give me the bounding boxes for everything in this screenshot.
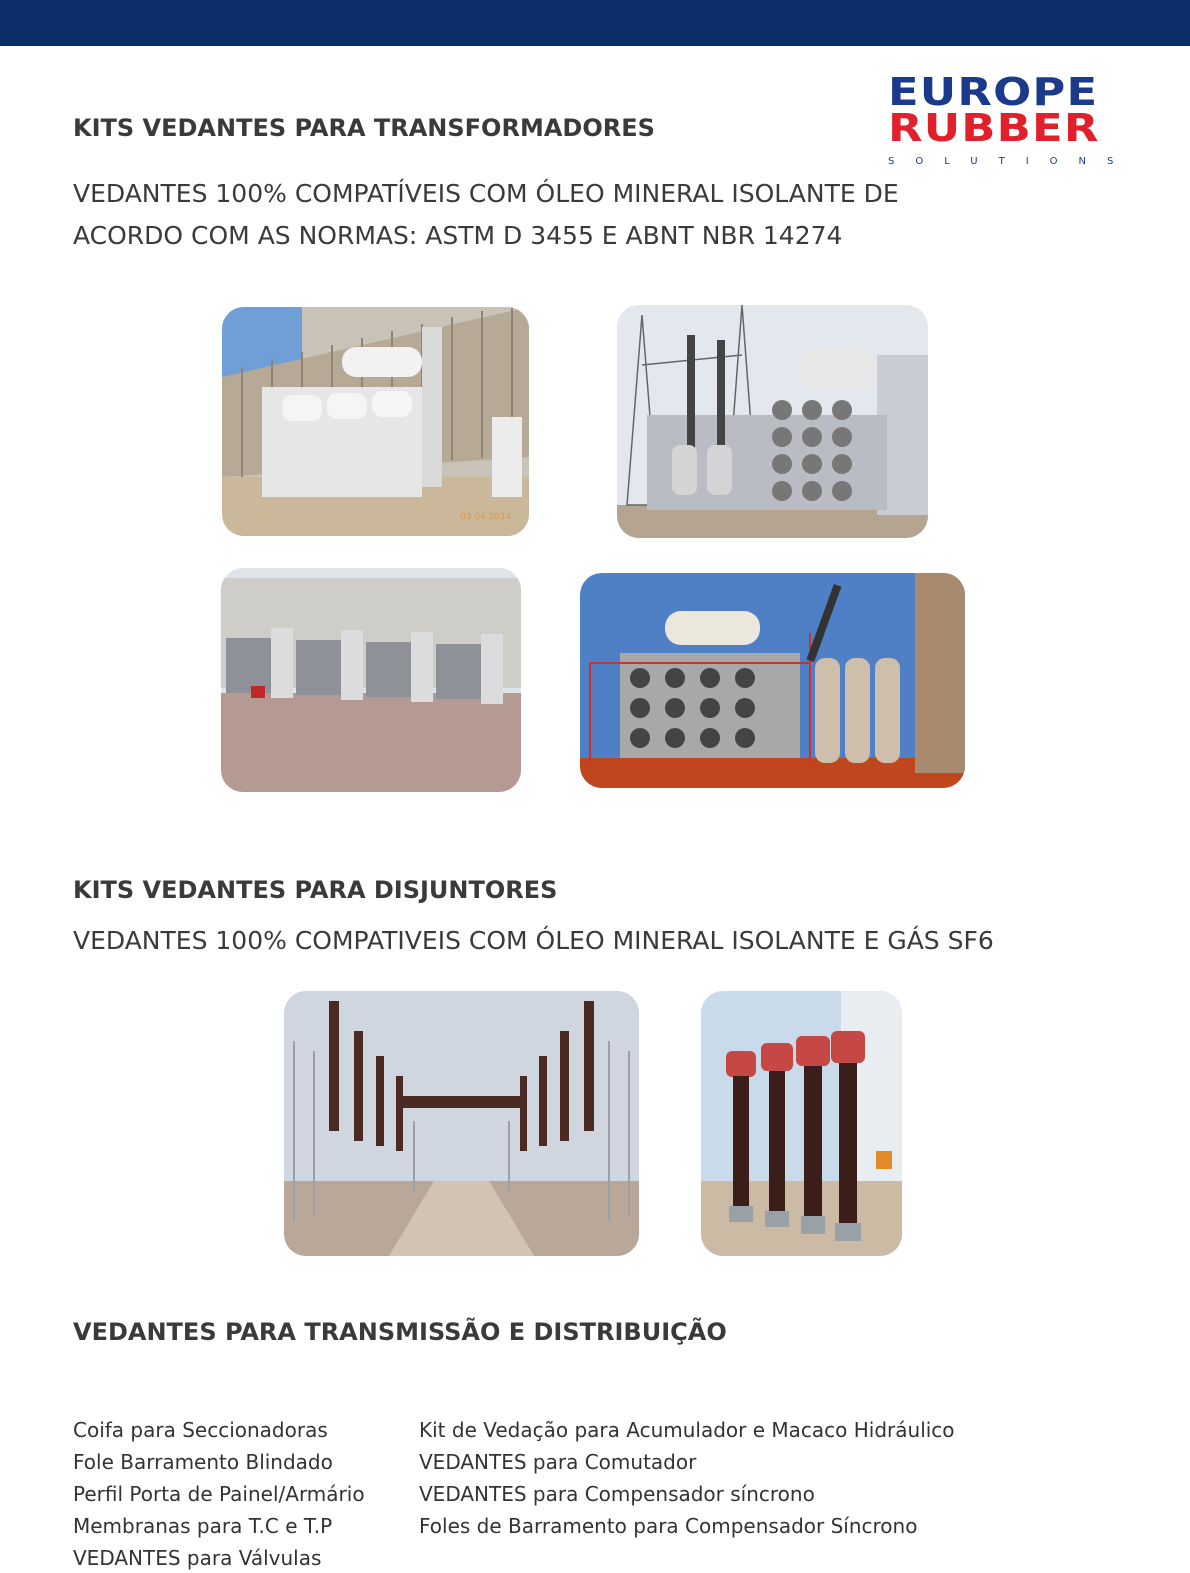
list-item: Fole Barramento Blindado [73, 1450, 333, 1474]
substation-photo [284, 991, 639, 1256]
section-breakers-subtitle: VEDANTES 100% COMPATIVEIS COM ÓLEO MINERAL ISOLANTE E GÁS SF6 [73, 926, 994, 955]
list-item: Coifa para Seccionadoras [73, 1418, 328, 1442]
photo-date-stamp: 03 04 2014 [460, 512, 512, 522]
section-transformers-subtitle-2: ACORDO COM AS NORMAS: ASTM D 3455 E ABNT NBR 14274 [73, 221, 843, 250]
list-item: VEDANTES para Compensador síncrono [419, 1482, 815, 1506]
europe-rubber-logo [888, 70, 1135, 174]
list-item: Membranas para T.C e T.P [73, 1514, 333, 1538]
transformer-photo-1 [222, 307, 529, 536]
list-item: VEDANTES para Comutador [419, 1450, 697, 1474]
section-transformers-subtitle-1: VEDANTES 100% COMPATÍVEIS COM ÓLEO MINERAL ISOLANTE DE [73, 179, 899, 208]
left-product-list [73, 1414, 365, 1573]
transformer-photo-4 [580, 573, 965, 788]
list-item: Kit de Vedação para Acumulador e Macaco Hidráulico [419, 1418, 955, 1442]
list-item: Perfil Porta de Painel/Armário [73, 1482, 365, 1506]
transformer-photo-2 [617, 305, 928, 538]
logo-line-solutions: SOLUTIONS [888, 156, 1135, 167]
section-transmission-title: VEDANTES PARA TRANSMISSÃO E DISTRIBUIÇÃO [73, 1318, 727, 1346]
list-item: Foles de Barramento para Compensador Síncrono [419, 1514, 918, 1538]
transformer-photo-3 [221, 568, 521, 792]
section-breakers-title: KITS VEDANTES PARA DISJUNTORES [73, 876, 558, 904]
header-bar [0, 0, 1190, 46]
logo-line-rubber: RUBBER [888, 106, 1100, 150]
list-item: VEDANTES para Válvulas [73, 1546, 322, 1570]
right-product-list [419, 1414, 955, 1542]
circuit-breaker-photo [701, 991, 902, 1256]
section-transformers-title: KITS VEDANTES PARA TRANSFORMADORES [73, 114, 655, 142]
logo-line-europe: EUROPE [888, 70, 1099, 114]
